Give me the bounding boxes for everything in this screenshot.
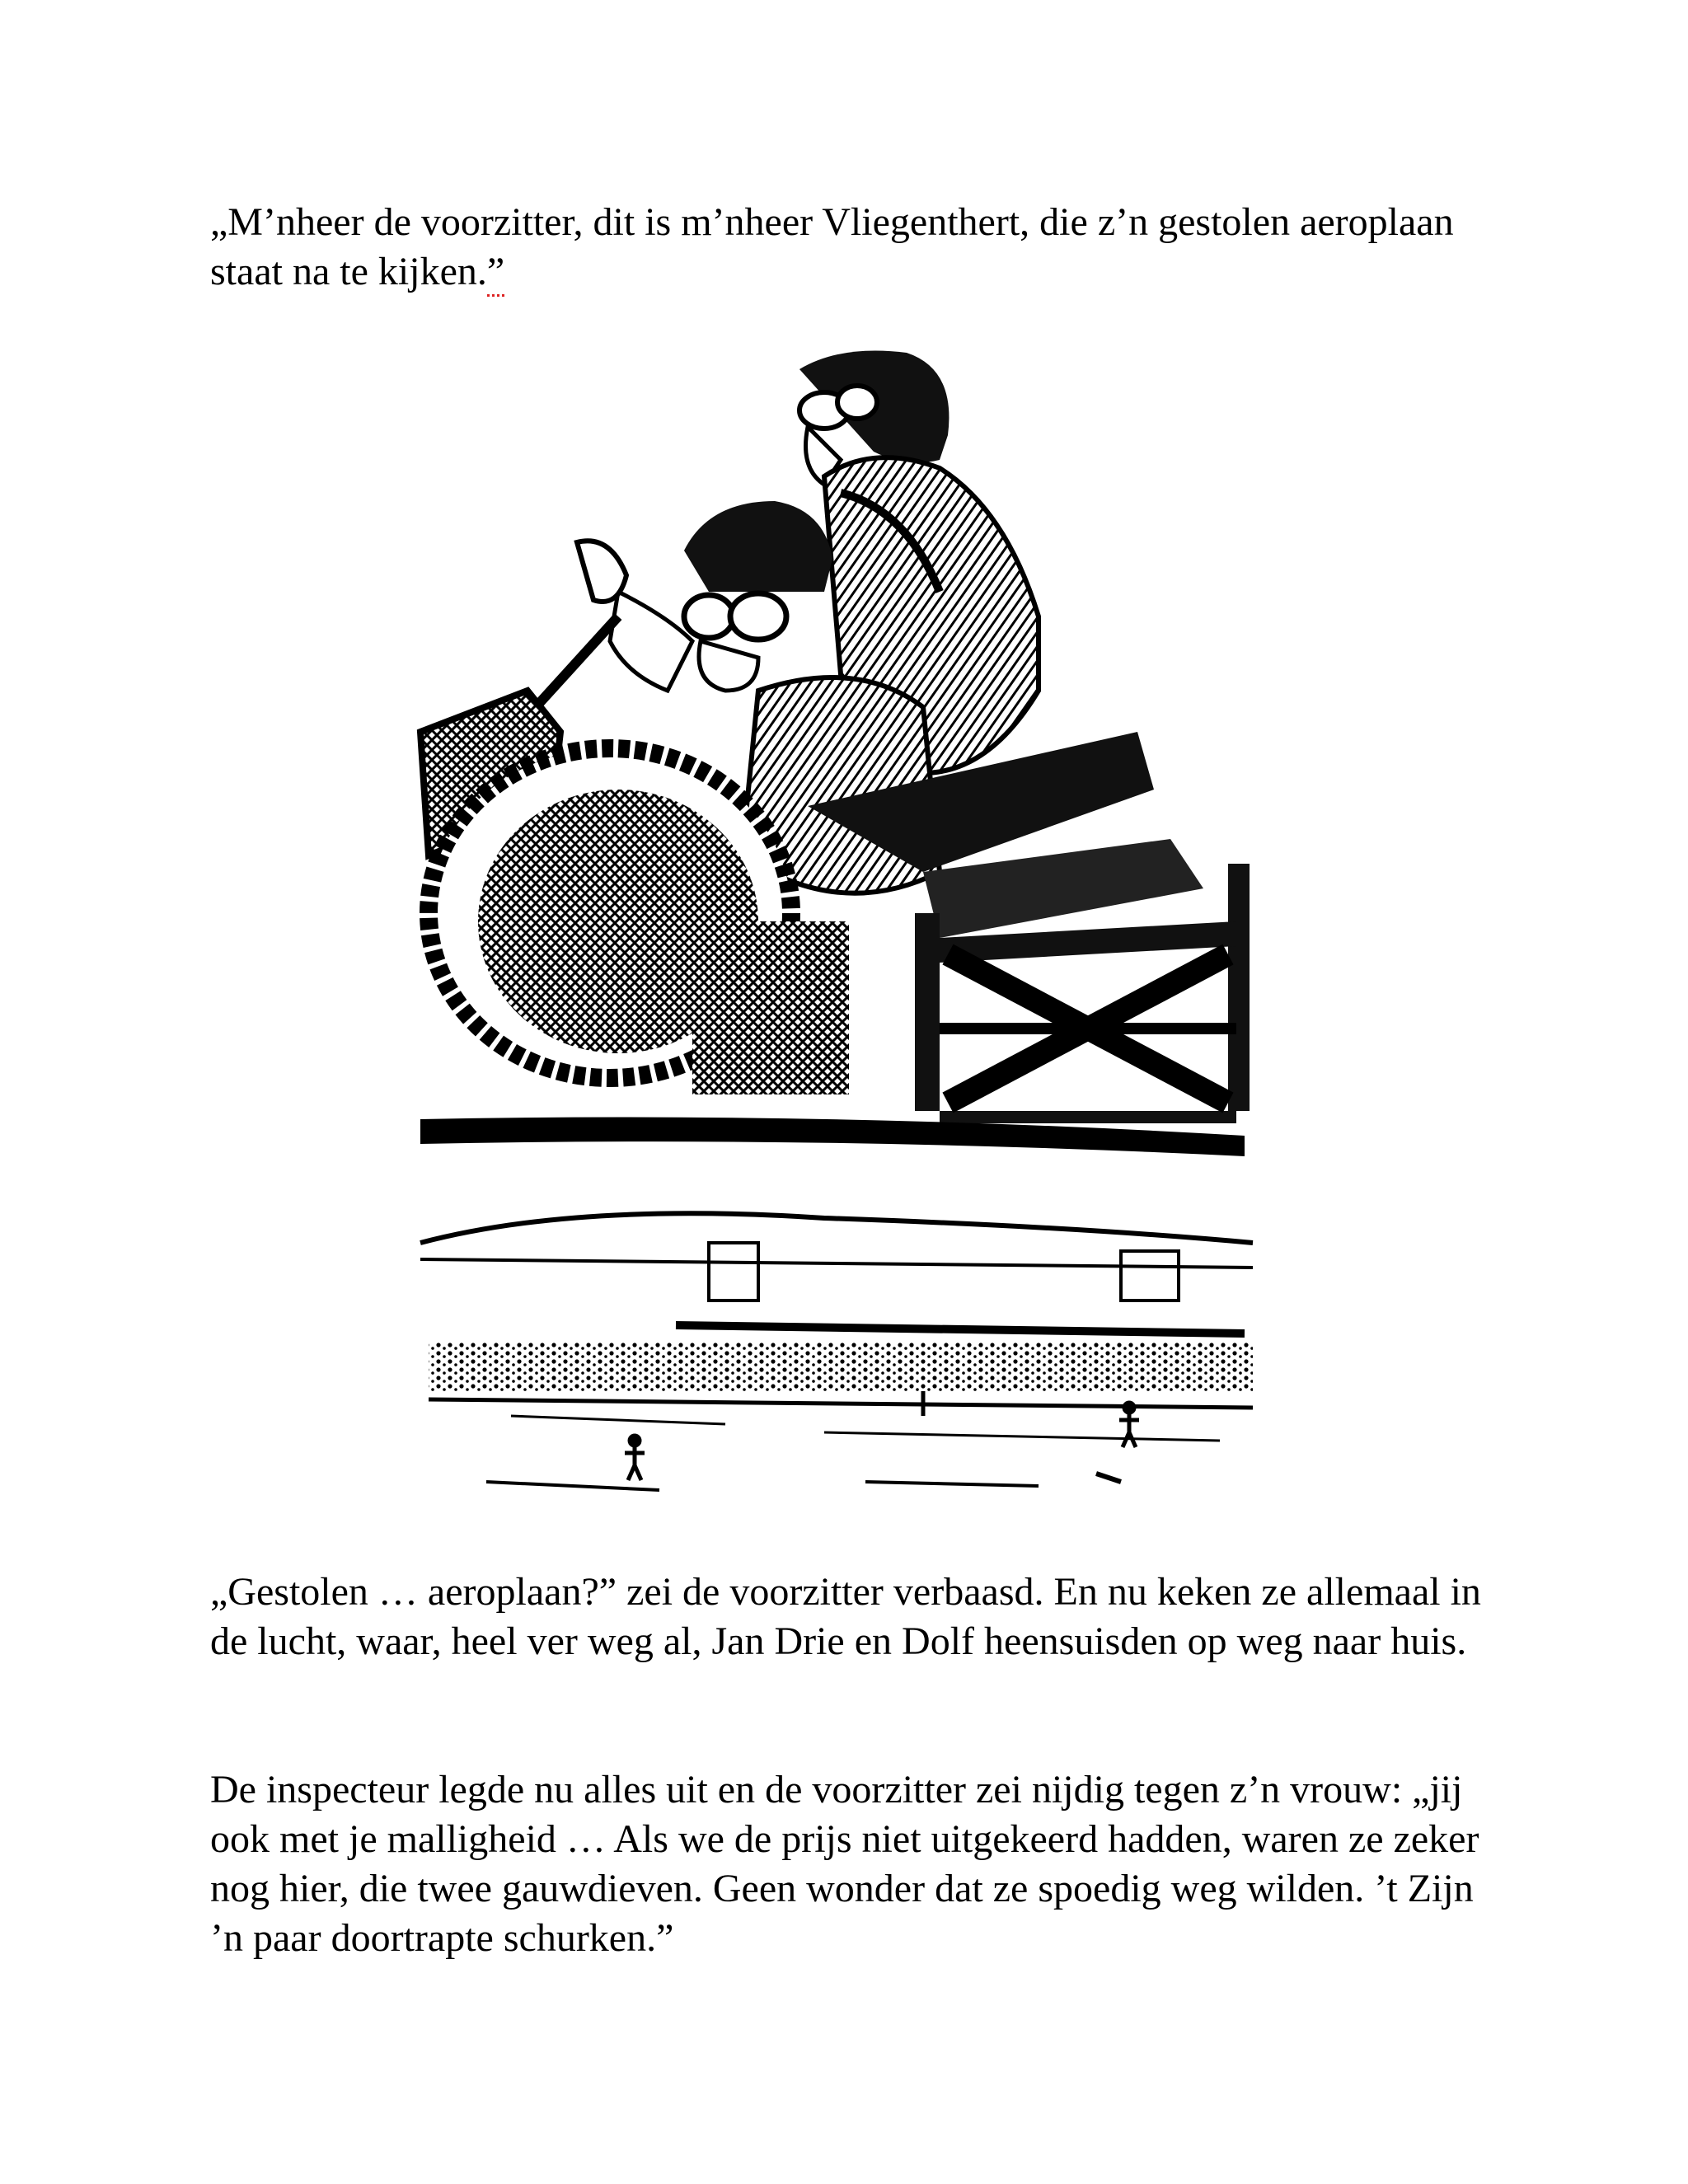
paragraph-3: De inspecteur legde nu alles uit en de voorzitter zei nijdig tegen z’n vrouw: „jij ook met je malligheid … Als we de prijs niet uitgekeerd hadden, waren ze zeker nog hier, die twee gauwdieven. Geen wonder dat ze spoedig weg wilden. ’t Zijn ’n paar doortrapte schurken.” [210,1768,1479,1960]
illustration-drawing [412,344,1269,1507]
landscape [420,1213,1253,1490]
paragraph-2: „Gestolen … aeroplaan?” zei de voorzitter verbaasd. En nu keken ze allemaal in de lucht, waar, heel ver weg al, Jan Drie en Dolf heensuisden op weg naar huis. [210,1570,1481,1663]
paragraph-1 [210,198,1496,297]
illustration-aviators [412,344,1269,1507]
paragraph-1-text: „M’nheer de voorzitter, dit is m’nheer Vliegenthert, die z’n gestolen aeroplaan staat na te kijken. [210,200,1454,293]
spellcheck-flag[interactable]: ” [487,250,504,297]
